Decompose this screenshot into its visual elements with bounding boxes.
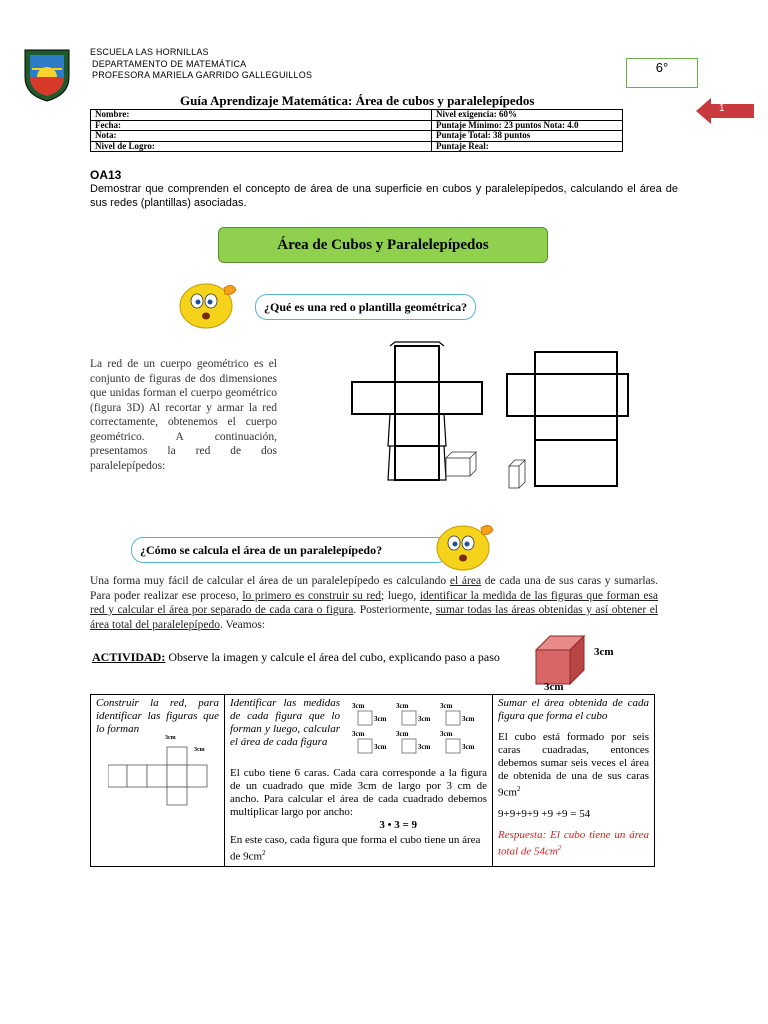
square-label: 3cm	[440, 730, 453, 738]
page-title: Guía Aprendizaje Matemática: Área de cubos y paralelepípedos	[180, 93, 535, 108]
step2-explanation: El cubo tiene 6 caras. Cada cara corresponde a la figura de un cuadrado que mide 3cm de largo por 3 cm de ancho. Para calcular el área de cada cuadrado debemos multiplicar largo por ancho:	[230, 767, 487, 818]
question-bubble-area	[131, 537, 449, 563]
step3-explanation: El cubo está formado por seis caras cuadradas, entonces debemos sumar seis veces el área de obtenida de una de sus caras $9cm^2$	[498, 731, 649, 799]
cube-net-diagram	[350, 338, 485, 483]
step2-formula: 3 • 3 = 9	[379, 819, 417, 831]
total-score-cell: Puntaje Total: 38 puntos	[432, 131, 623, 142]
square-label: 3cm	[374, 715, 387, 723]
question-text: ¿Qué es una red o plantilla geométrica?	[264, 300, 468, 314]
page-number: 1	[719, 103, 725, 114]
school-header	[90, 47, 312, 82]
objective-code: OA13	[90, 168, 122, 182]
step3-heading: Sumar el área obtenida de cada figura que forma el cubo	[498, 697, 649, 722]
square-label: 3cm	[462, 715, 475, 723]
area-paragraph: Una forma muy fácil de calcular el área de un paralelepípedo es calculando el área de cada una de sus caras y sumarlas. Para poder realizar ese proceso, lo primero es construir su red; luego, identificar la medida de las figuras que forman esa red y calcular el área por separado de cada cara o figura. Posteriormente, sumar todas las áreas obtenidas y así obtener el área total del paralelepípedo. Veamos:	[90, 575, 659, 631]
square-label: 3cm	[352, 702, 365, 710]
step-identify-cell	[225, 695, 493, 867]
question-text: ¿Cómo se calcula el área de un paralelepípedo?	[140, 543, 383, 557]
grade-box	[626, 58, 698, 88]
thinking-emoji-icon	[435, 520, 497, 572]
grade-cell[interactable]: Nota:	[91, 131, 432, 142]
step1-heading: Construir la red, para identificar las figuras que lo forman	[96, 697, 219, 735]
square-label: 3cm	[396, 702, 409, 710]
prism-net-diagram	[505, 348, 630, 493]
net-label-side: 3cm	[194, 747, 205, 753]
square-label: 3cm	[440, 702, 453, 710]
question-bubble-net	[255, 294, 476, 320]
square-label: 3cm	[396, 730, 409, 738]
student-info-table	[90, 109, 623, 152]
cube-net-small	[108, 742, 218, 822]
net-paragraph: La red de un cuerpo geométrico es el conjunto de figuras de dos dimensiones que unidas forman el cuerpo geométrico (figura 3D) Al recortar y armar la red correctamente, obtenemos el cuerpo geométrico. A continuación, presentamos la red de dos paralelepípedos:	[90, 358, 277, 472]
activity-steps-table	[90, 694, 655, 867]
square-label: 3cm	[374, 743, 387, 751]
real-score-cell[interactable]: Puntaje Real:	[432, 141, 623, 152]
table-row	[91, 695, 655, 867]
table-row	[91, 110, 623, 121]
section-title: Área de Cubos y Paralelepípedos	[218, 227, 548, 263]
activity-text: Observe la imagen y calcule el área del cubo, explicando paso a paso	[165, 650, 500, 664]
step-construct-cell	[91, 695, 225, 867]
step2-heading: Identificar las medidas de cada figura que lo forman y luego, calcular el área de cada figura	[230, 697, 340, 748]
square-label: 3cm	[462, 743, 475, 751]
requirement-cell: Nivel exigencia: 60%	[432, 110, 623, 121]
department-name: DEPARTAMENTO DE MATEMÁTICA	[92, 58, 247, 69]
cube-side-label: 3cm	[594, 646, 614, 658]
school-name: ESCUELA LAS HORNILLAS	[90, 47, 209, 57]
step3-answer: Respuesta: El cubo tiene un área total de $54cm^2$	[498, 828, 649, 858]
cube-bottom-label: 3cm	[544, 681, 564, 693]
thinking-emoji-icon	[178, 280, 240, 330]
left-arrow-icon	[695, 96, 755, 126]
grade-label: 6°	[655, 60, 669, 75]
name-cell[interactable]: Nombre:	[91, 110, 432, 121]
step3-sum: 9+9+9+9 +9 +9 = 54	[498, 807, 591, 820]
page-number-badge	[695, 96, 755, 126]
table-row	[91, 131, 623, 142]
six-squares-diagram	[348, 699, 488, 759]
step2-result: En este caso, cada figura que forma el cubo tiene un área de $9cm^2$	[230, 834, 481, 863]
net-label-top: 3cm	[165, 735, 176, 741]
square-label: 3cm	[352, 730, 365, 738]
step-sum-cell	[493, 695, 655, 867]
school-logo	[22, 47, 72, 102]
min-score-cell: Puntaje Mínimo: 23 puntos Nota: 4.0	[432, 120, 623, 131]
table-row	[91, 141, 623, 152]
achievement-cell[interactable]: Nivel de Logro:	[91, 141, 432, 152]
table-row	[91, 120, 623, 131]
objective-text: Demostrar que comprenden el concepto de área de una superficie en cubos y paralelepípedos, calculando el área de sus redes (plantillas) asociadas.	[90, 183, 678, 209]
teacher-name: PROFESORA MARIELA GARRIDO GALLEGUILLOS	[92, 70, 313, 80]
red-cube-illustration	[532, 632, 592, 688]
square-label: 3cm	[418, 715, 431, 723]
activity-instruction	[92, 650, 500, 665]
activity-label: ACTIVIDAD:	[92, 650, 166, 664]
square-label: 3cm	[418, 743, 431, 751]
date-cell[interactable]: Fecha:	[91, 120, 432, 131]
